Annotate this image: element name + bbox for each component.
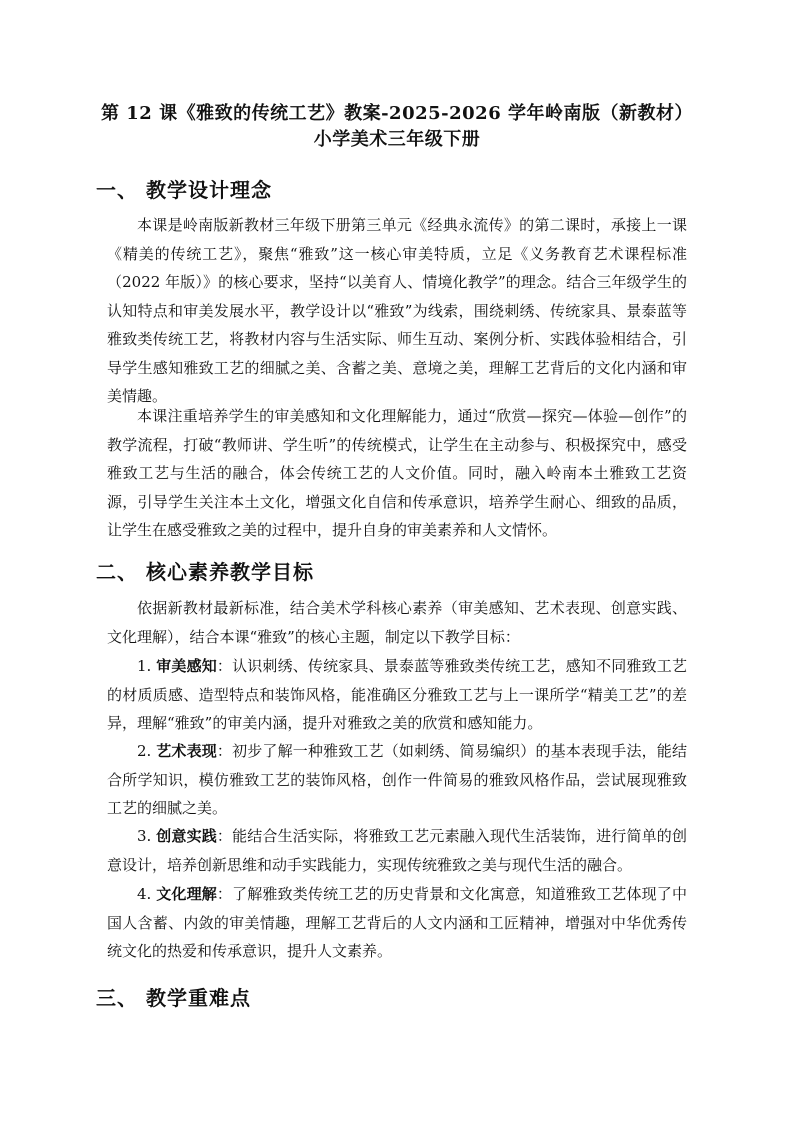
objective-label: 创意实践 — [156, 827, 217, 845]
objective-label: 艺术表现 — [156, 742, 217, 760]
objective-number: 2. — [137, 742, 152, 760]
document-subtitle: 小学美术三年级下册 — [313, 129, 481, 150]
objective-item — [107, 880, 687, 966]
objective-number: 1. — [137, 657, 152, 675]
objective-number: 4. — [137, 885, 152, 903]
objective-number: 3. — [137, 827, 152, 845]
section-heading-2: 二、 核心素养教学目标 — [96, 560, 314, 584]
objective-label: 审美感知 — [156, 657, 217, 675]
objective-text: ：初步了解一种雅致工艺（如刺绣、简易编织）的基本表现手法，能结合所学知识，模仿雅致工艺的装饰风格，创作一件简易的雅致风格作品，尝试展现雅致工艺的细腻之美。 — [107, 742, 687, 817]
objective-item — [107, 652, 687, 738]
objective-item — [107, 822, 687, 879]
objective-text: ：认识刺绣、传统家具、景泰蓝等雅致类传统工艺，感知不同雅致工艺的材质质感、造型特点和装饰风格，能准确区分雅致工艺与上一课所学“精美工艺”的差异，理解“雅致”的审美内涵，提升对雅致之美的欣赏和感知能力。 — [107, 657, 687, 732]
objective-item — [107, 737, 687, 823]
section-heading-3: 三、 教学重难点 — [96, 986, 251, 1010]
document-title: 第 12 课《雅致的传统工艺》教案-2025-2026 学年岭南版（新教材） — [101, 103, 693, 124]
objective-text: ：能结合生活实际，将雅致工艺元素融入现代生活装饰，进行简单的创意设计，培养创新思维和动手实践能力，实现传统雅致之美与现代生活的融合。 — [107, 827, 687, 874]
section-heading-1: 一、 教学设计理念 — [96, 178, 272, 202]
objective-text: ：了解雅致类传统工艺的历史背景和文化寓意，知道雅致工艺体现了中国人含蓄、内敛的审美情趣，理解工艺背后的人文内涵和工匠精神，增强对中华优秀传统文化的热爱和传承意识，提升人文素养。 — [107, 885, 687, 960]
section1-paragraph-1: 本课是岭南版新教材三年级下册第三单元《经典永流传》的第二课时，承接上一课《精美的传统工艺》，聚焦“雅致”这一核心审美特质，立足《义务教育艺术课程标准（2022 年版）》的核心要求，坚持“以美育人、情境化教学”的理念。结合三年级学生的认知特点和审美发展水平，教学设计以“雅致”为线索，围绕刺绣、传统家具、景泰蓝等雅致类传统工艺，将教材内容与生活实际、师生互动、案例分析、实践体验相结合，引导学生感知雅致工艺的细腻之美、含蓄之美、意境之美，理解工艺背后的文化内涵和审美情趣。 — [107, 216, 687, 405]
objective-label: 文化理解 — [156, 885, 217, 903]
section1-paragraph-2: 本课注重培养学生的审美感知和文化理解能力，通过“欣赏—探究—体验—创作”的教学流程，打破“教师讲、学生听”的传统模式，让学生在主动参与、积极探究中，感受雅致工艺与生活的融合，体会传统工艺的人文价值。同时，融入岭南本土雅致工艺资源，引导学生关注本土文化，增强文化自信和传承意识，培养学生耐心、细致的品质，让学生在感受雅致之美的过程中，提升自身的审美素养和人文情怀。 — [107, 407, 687, 539]
section2-intro: 依据新教材最新标准，结合美术学科核心素养（审美感知、艺术表现、创意实践、文化理解），结合本课“雅致”的核心主题，制定以下教学目标： — [107, 599, 687, 646]
